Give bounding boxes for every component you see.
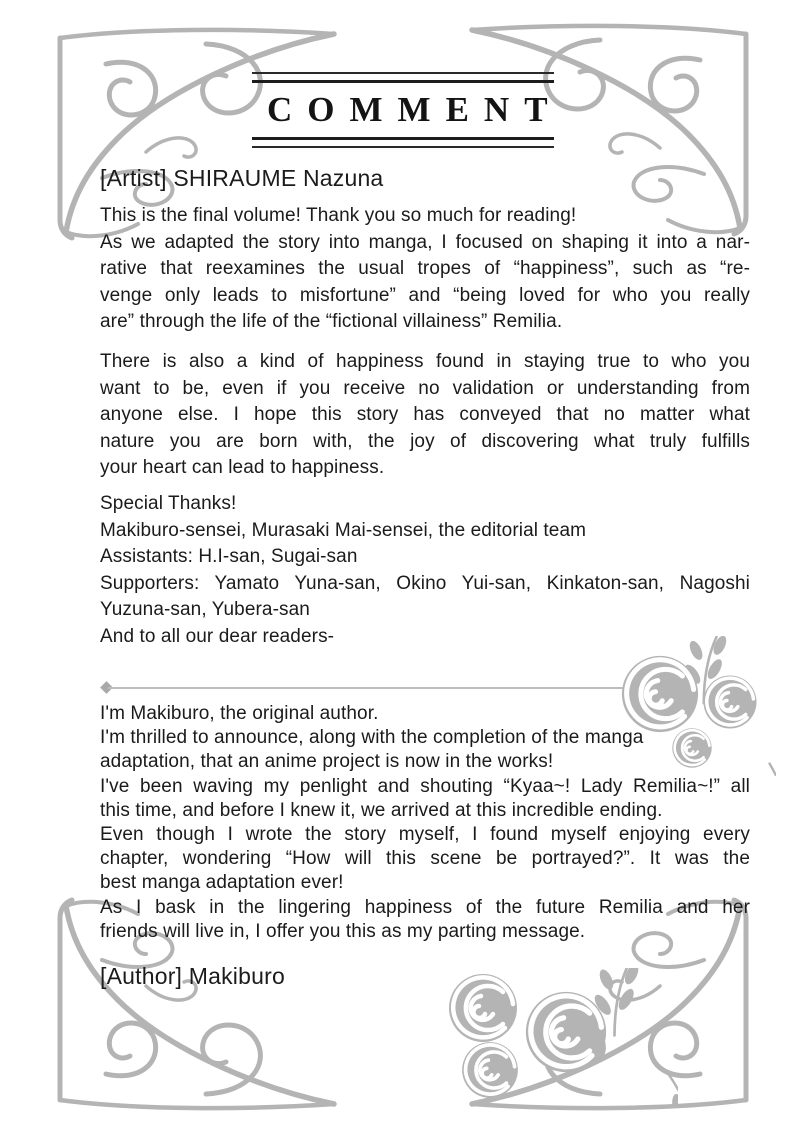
artist-paragraph-1 [100, 203, 750, 336]
text-line: I'm thrilled to announce, along with the completion of the manga [100, 727, 644, 749]
page-title: COMMENT [267, 90, 563, 129]
text-line: chapter, wondering “How will this scene be portrayed?”. It was the [100, 848, 750, 870]
artist-paragraph-2 [100, 349, 750, 482]
text-line: want to be, even if you receive no validation or understanding from [100, 377, 750, 399]
page-title-block [252, 72, 563, 148]
title-rule-bottom [252, 137, 554, 148]
text-line: rative that reexamines the usual tropes of “happiness”, such as “re- [100, 258, 750, 280]
text-line: are” through the life of the “fictional villainess” Remilia. [100, 311, 563, 333]
divider-line [108, 687, 668, 689]
title-rule-top [252, 72, 554, 83]
text-line: Supporters: Yamato Yuna-san, Okino Yui-san, Kinkaton-san, Nagoshi [100, 572, 750, 594]
text-line: adaptation, that an anime project is now in the works! [100, 751, 554, 773]
text-line: Yuzuna-san, Yubera-san [100, 599, 310, 621]
text-line: As I bask in the lingering happiness of the future Remilia and her [100, 896, 750, 918]
text-line: Special Thanks! [100, 493, 237, 514]
text-line: best manga adaptation ever! [100, 872, 344, 894]
text-line: And to all our dear readers- [100, 625, 335, 647]
text-line: There is also a kind of happiness found in staying true to who you [100, 351, 750, 372]
text-line: venge only leads to misfortune” and “being loved for who you really [100, 284, 750, 306]
text-line: anyone else. I hope this story has conveyed that no matter what [100, 404, 750, 426]
text-line: friends will live in, I offer you this as my parting message. [100, 920, 586, 942]
text-line: this time, and before I knew it, we arrived at this incredible ending. [100, 799, 663, 821]
text-line: nature you are born with, the joy of discovering what truly fulfills [100, 430, 750, 452]
text-line: Even though I wrote the story myself, I found myself enjoying every [100, 824, 750, 846]
text-line: This is the final volume! Thank you so much for reading! [100, 205, 577, 226]
section-divider [102, 682, 668, 694]
text-line: Assistants: H.I-san, Sugai-san [100, 546, 358, 568]
text-line: Makiburo-sensei, Murasaki Mai-sensei, the editorial team [100, 519, 587, 541]
text-line: I've been waving my penlight and shouting “Kyaa~! Lady Remilia~!” all [100, 775, 750, 797]
author-paragraphs [100, 702, 750, 944]
text-line: your heart can lead to happiness. [100, 457, 385, 479]
author-signature: [Author] Makiburo [100, 963, 285, 989]
text-line: I'm Makiburo, the original author. [100, 703, 379, 724]
text-line: As we adapted the story into manga, I focused on shaping it into a nar- [100, 231, 750, 253]
special-thanks-list [100, 491, 750, 651]
artist-heading: [Artist] SHIRAUME Nazuna [100, 165, 384, 191]
